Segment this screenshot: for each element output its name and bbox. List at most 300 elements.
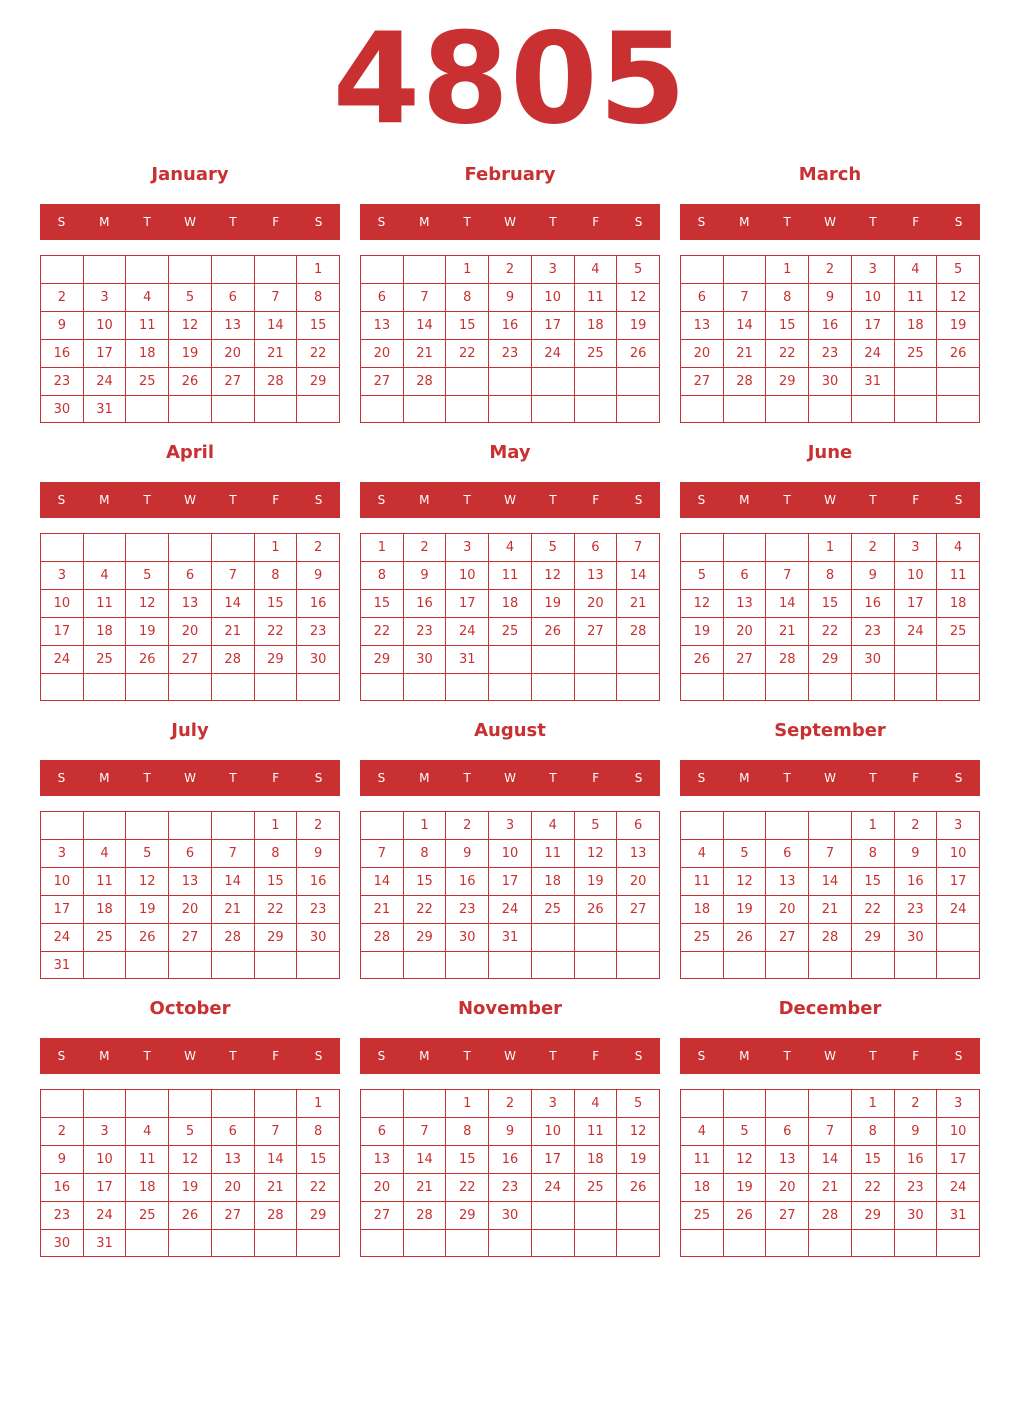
day-cell: 28 [254, 367, 297, 395]
day-cell: 5 [680, 561, 723, 589]
weekday-label: M [739, 215, 750, 229]
day-cell [403, 951, 446, 978]
day-cell: 21 [765, 617, 808, 645]
day-cell: 3 [40, 839, 83, 867]
weekday-label: W [504, 493, 516, 507]
weekday-label: M [739, 1049, 750, 1063]
day-cell: 9 [403, 561, 446, 589]
day-cell: 4 [531, 811, 574, 839]
day-cell: 28 [254, 1201, 297, 1229]
day-cell: 26 [125, 645, 168, 673]
day-cell: 23 [296, 895, 339, 923]
day-cell: 6 [168, 839, 211, 867]
day-cell [531, 923, 574, 951]
day-cell: 29 [403, 923, 446, 951]
day-cell [488, 951, 531, 978]
day-cell: 7 [254, 1117, 297, 1145]
day-cell: 15 [445, 1145, 488, 1173]
day-cell [254, 1229, 297, 1257]
day-cell: 4 [488, 533, 531, 561]
day-cell [360, 395, 403, 422]
day-cell [168, 811, 211, 839]
day-cell: 15 [296, 311, 339, 339]
day-cell [531, 645, 574, 673]
weekday-label: F [592, 771, 600, 785]
day-cell [296, 673, 339, 700]
day-cell: 27 [360, 367, 403, 395]
day-cell: 2 [894, 811, 937, 839]
day-cell [125, 1089, 168, 1117]
day-cell [211, 811, 254, 839]
day-cell: 27 [168, 645, 211, 673]
day-cell [360, 673, 403, 700]
day-cell: 7 [808, 839, 851, 867]
day-cell: 5 [168, 283, 211, 311]
day-cell: 5 [936, 255, 979, 283]
day-cell: 5 [723, 839, 766, 867]
day-cell: 2 [40, 1117, 83, 1145]
day-cell: 26 [936, 339, 979, 367]
weekday-label: S [634, 771, 643, 785]
day-cell: 30 [403, 645, 446, 673]
day-cell [723, 533, 766, 561]
day-cell [83, 255, 126, 283]
day-cell [616, 1229, 659, 1256]
day-cell [894, 645, 937, 673]
day-cell: 7 [403, 1117, 446, 1145]
day-cell [574, 1229, 617, 1256]
day-cell [680, 1089, 723, 1117]
day-grid [680, 1089, 980, 1257]
day-cell: 15 [403, 867, 446, 895]
day-cell: 28 [808, 923, 851, 951]
day-cell: 27 [616, 895, 659, 923]
weekday-label: S [377, 215, 386, 229]
day-cell [574, 673, 617, 700]
day-cell: 5 [168, 1117, 211, 1145]
day-cell: 21 [360, 895, 403, 923]
weekday-header [680, 482, 980, 518]
weekday-label: T [463, 215, 471, 229]
weekday-label: M [99, 493, 110, 507]
day-cell [894, 367, 937, 395]
weekday-header [40, 1038, 340, 1074]
day-cell: 24 [531, 1173, 574, 1201]
day-cell [488, 367, 531, 395]
day-cell [168, 1089, 211, 1117]
day-cell: 3 [40, 561, 83, 589]
day-cell: 11 [83, 867, 126, 895]
day-cell: 20 [360, 339, 403, 367]
weekday-header [360, 204, 660, 240]
day-cell: 23 [894, 1173, 937, 1201]
day-cell [488, 673, 531, 700]
day-cell: 6 [211, 283, 254, 311]
day-cell: 14 [808, 1145, 851, 1173]
day-cell: 22 [360, 617, 403, 645]
day-cell [403, 673, 446, 700]
day-cell: 6 [360, 1117, 403, 1145]
weekday-label: T [783, 215, 791, 229]
day-cell: 26 [125, 923, 168, 951]
weekday-label: W [184, 493, 196, 507]
weekday-label: T [783, 493, 791, 507]
day-cell: 2 [445, 811, 488, 839]
day-cell: 20 [765, 1173, 808, 1201]
day-cell [125, 1229, 168, 1257]
day-cell [360, 811, 403, 839]
day-cell: 23 [894, 895, 937, 923]
weekday-label: F [912, 493, 920, 507]
day-cell [168, 255, 211, 283]
day-grid [360, 1089, 660, 1257]
day-cell: 30 [488, 1201, 531, 1229]
day-cell: 5 [616, 1089, 659, 1117]
day-cell: 12 [125, 867, 168, 895]
day-cell: 29 [254, 923, 297, 951]
day-cell [445, 1229, 488, 1256]
day-cell: 15 [296, 1145, 339, 1173]
day-cell: 2 [296, 533, 339, 561]
day-cell: 24 [851, 339, 894, 367]
weekday-label: T [143, 1049, 151, 1063]
day-cell: 20 [765, 895, 808, 923]
weekday-label: T [783, 1049, 791, 1063]
day-cell [574, 367, 617, 395]
day-cell: 19 [531, 589, 574, 617]
day-cell [680, 255, 723, 283]
day-cell [765, 673, 808, 700]
day-cell: 17 [40, 895, 83, 923]
day-cell: 10 [40, 589, 83, 617]
day-cell: 8 [296, 1117, 339, 1145]
day-cell [680, 533, 723, 561]
day-cell [680, 811, 723, 839]
day-cell: 22 [765, 339, 808, 367]
weekday-label: S [697, 771, 706, 785]
day-cell: 18 [680, 1173, 723, 1201]
day-cell: 10 [83, 311, 126, 339]
day-cell: 17 [83, 1173, 126, 1201]
day-cell: 26 [574, 895, 617, 923]
day-cell: 21 [808, 895, 851, 923]
day-cell [680, 395, 723, 422]
day-cell: 18 [83, 617, 126, 645]
day-cell: 13 [680, 311, 723, 339]
day-cell: 22 [254, 617, 297, 645]
day-cell: 25 [680, 923, 723, 951]
weekday-label: F [592, 215, 600, 229]
day-cell [211, 673, 254, 700]
day-cell: 2 [488, 1089, 531, 1117]
day-cell: 13 [211, 311, 254, 339]
day-cell: 12 [723, 1145, 766, 1173]
weekday-label: S [57, 1049, 66, 1063]
day-cell: 19 [723, 1173, 766, 1201]
day-cell: 11 [488, 561, 531, 589]
day-cell: 6 [765, 839, 808, 867]
weekday-label: F [272, 1049, 280, 1063]
day-cell: 18 [680, 895, 723, 923]
day-cell: 18 [531, 867, 574, 895]
day-cell: 14 [254, 1145, 297, 1173]
day-cell [360, 255, 403, 283]
day-cell [531, 1229, 574, 1256]
day-cell [723, 673, 766, 700]
day-cell: 22 [296, 339, 339, 367]
day-cell: 16 [296, 589, 339, 617]
day-cell: 4 [83, 561, 126, 589]
month-name: March [798, 164, 862, 185]
weekday-label: W [824, 1049, 836, 1063]
day-cell: 15 [254, 589, 297, 617]
day-cell: 27 [723, 645, 766, 673]
weekday-label: M [419, 493, 430, 507]
day-cell: 22 [445, 1173, 488, 1201]
day-cell: 8 [403, 839, 446, 867]
day-cell: 27 [765, 923, 808, 951]
weekday-label: S [954, 1049, 963, 1063]
day-cell: 21 [403, 339, 446, 367]
day-cell: 1 [254, 533, 297, 561]
weekday-label: T [549, 493, 557, 507]
weekday-header [680, 1038, 980, 1074]
day-cell: 19 [680, 617, 723, 645]
day-cell: 12 [936, 283, 979, 311]
day-cell [360, 1089, 403, 1117]
day-cell: 8 [296, 283, 339, 311]
weekday-label: W [184, 215, 196, 229]
weekday-label: F [912, 771, 920, 785]
day-cell: 24 [40, 645, 83, 673]
day-cell: 12 [680, 589, 723, 617]
year-title: 4805 [332, 5, 688, 152]
weekday-label: S [954, 771, 963, 785]
day-cell: 6 [616, 811, 659, 839]
day-cell [360, 1229, 403, 1256]
weekday-label: S [57, 215, 66, 229]
day-cell: 3 [445, 533, 488, 561]
day-cell [211, 255, 254, 283]
day-grid [40, 811, 340, 979]
day-cell: 25 [83, 645, 126, 673]
day-cell: 9 [40, 1145, 83, 1173]
day-cell: 25 [894, 339, 937, 367]
day-cell: 20 [168, 617, 211, 645]
day-cell [765, 1089, 808, 1117]
day-cell [808, 673, 851, 700]
day-cell: 19 [936, 311, 979, 339]
day-cell [616, 395, 659, 422]
day-cell: 15 [808, 589, 851, 617]
day-cell: 13 [574, 561, 617, 589]
day-cell [125, 255, 168, 283]
day-grid [360, 811, 660, 979]
day-cell: 10 [488, 839, 531, 867]
weekday-label: T [143, 771, 151, 785]
weekday-label: S [314, 1049, 323, 1063]
day-cell: 18 [125, 339, 168, 367]
day-cell [808, 951, 851, 978]
day-cell: 17 [83, 339, 126, 367]
day-cell: 24 [936, 895, 979, 923]
day-cell [936, 1229, 979, 1256]
day-cell: 11 [680, 867, 723, 895]
day-cell [808, 395, 851, 422]
day-cell: 11 [680, 1145, 723, 1173]
day-cell: 22 [851, 895, 894, 923]
day-cell: 13 [168, 589, 211, 617]
day-cell: 31 [488, 923, 531, 951]
day-cell: 1 [851, 1089, 894, 1117]
day-cell: 16 [488, 311, 531, 339]
weekday-label: T [229, 1049, 237, 1063]
weekday-label: F [272, 215, 280, 229]
day-cell: 5 [531, 533, 574, 561]
day-cell: 7 [254, 283, 297, 311]
day-cell [296, 1229, 339, 1257]
day-cell: 24 [445, 617, 488, 645]
day-cell: 4 [680, 839, 723, 867]
day-cell: 9 [894, 1117, 937, 1145]
day-cell: 16 [40, 339, 83, 367]
day-cell [531, 951, 574, 978]
day-cell [211, 1089, 254, 1117]
weekday-label: W [184, 1049, 196, 1063]
weekday-label: S [954, 215, 963, 229]
day-cell [83, 951, 126, 979]
day-cell: 11 [894, 283, 937, 311]
day-cell: 28 [616, 617, 659, 645]
day-cell: 20 [574, 589, 617, 617]
day-cell: 6 [680, 283, 723, 311]
day-cell: 14 [403, 1145, 446, 1173]
weekday-header [40, 760, 340, 796]
day-cell: 23 [296, 617, 339, 645]
day-cell: 3 [894, 533, 937, 561]
day-cell [403, 255, 446, 283]
day-cell: 29 [851, 1201, 894, 1229]
weekday-label: M [419, 215, 430, 229]
day-cell [574, 951, 617, 978]
weekday-label: S [634, 1049, 643, 1063]
day-cell: 20 [211, 339, 254, 367]
day-cell [403, 1229, 446, 1256]
day-cell: 17 [936, 1145, 979, 1173]
day-cell [40, 1089, 83, 1117]
day-cell: 27 [765, 1201, 808, 1229]
day-grid [40, 255, 340, 423]
day-cell: 10 [936, 1117, 979, 1145]
day-cell: 10 [445, 561, 488, 589]
day-cell [488, 1229, 531, 1256]
day-grid [40, 1089, 340, 1257]
day-cell: 25 [574, 339, 617, 367]
day-cell: 14 [616, 561, 659, 589]
day-cell [125, 811, 168, 839]
day-cell: 1 [403, 811, 446, 839]
day-cell: 8 [851, 839, 894, 867]
weekday-label: T [783, 771, 791, 785]
weekday-label: T [869, 215, 877, 229]
day-cell [574, 645, 617, 673]
weekday-header [360, 482, 660, 518]
day-cell: 1 [808, 533, 851, 561]
day-cell: 19 [616, 311, 659, 339]
weekday-label: S [314, 771, 323, 785]
weekday-label: S [697, 493, 706, 507]
weekday-label: M [419, 1049, 430, 1063]
day-cell: 6 [168, 561, 211, 589]
day-cell: 11 [531, 839, 574, 867]
day-cell: 23 [40, 367, 83, 395]
day-cell: 20 [211, 1173, 254, 1201]
day-cell: 5 [574, 811, 617, 839]
day-cell: 27 [574, 617, 617, 645]
day-cell: 23 [40, 1201, 83, 1229]
day-cell: 26 [616, 1173, 659, 1201]
day-cell: 5 [125, 839, 168, 867]
day-cell: 5 [125, 561, 168, 589]
day-cell: 15 [360, 589, 403, 617]
day-cell [488, 645, 531, 673]
day-cell: 29 [851, 923, 894, 951]
weekday-label: S [377, 771, 386, 785]
day-cell: 30 [296, 645, 339, 673]
month-name: October [149, 998, 231, 1019]
day-grid [360, 255, 660, 423]
weekday-header [40, 204, 340, 240]
day-cell: 22 [808, 617, 851, 645]
day-cell: 4 [125, 1117, 168, 1145]
day-cell [894, 395, 937, 422]
day-cell: 28 [211, 645, 254, 673]
day-cell: 8 [254, 561, 297, 589]
day-cell: 14 [765, 589, 808, 617]
day-cell: 23 [808, 339, 851, 367]
day-grid [360, 533, 660, 701]
day-cell: 30 [296, 923, 339, 951]
day-cell: 17 [531, 311, 574, 339]
day-cell: 4 [125, 283, 168, 311]
day-cell [616, 367, 659, 395]
day-cell: 25 [531, 895, 574, 923]
day-cell: 11 [83, 589, 126, 617]
day-cell: 7 [360, 839, 403, 867]
day-cell: 9 [296, 561, 339, 589]
weekday-label: T [869, 771, 877, 785]
day-cell: 12 [168, 1145, 211, 1173]
day-cell: 4 [574, 255, 617, 283]
day-cell [616, 673, 659, 700]
day-cell [723, 255, 766, 283]
day-cell: 25 [680, 1201, 723, 1229]
day-cell [723, 395, 766, 422]
day-cell: 31 [83, 1229, 126, 1257]
day-cell: 26 [723, 923, 766, 951]
day-cell: 27 [168, 923, 211, 951]
day-cell [168, 395, 211, 423]
day-cell [254, 255, 297, 283]
weekday-header [360, 760, 660, 796]
weekday-label: S [697, 1049, 706, 1063]
day-cell [125, 395, 168, 423]
day-cell [168, 1229, 211, 1257]
day-cell [936, 923, 979, 951]
day-cell: 8 [360, 561, 403, 589]
day-cell: 16 [488, 1145, 531, 1173]
day-cell: 30 [808, 367, 851, 395]
